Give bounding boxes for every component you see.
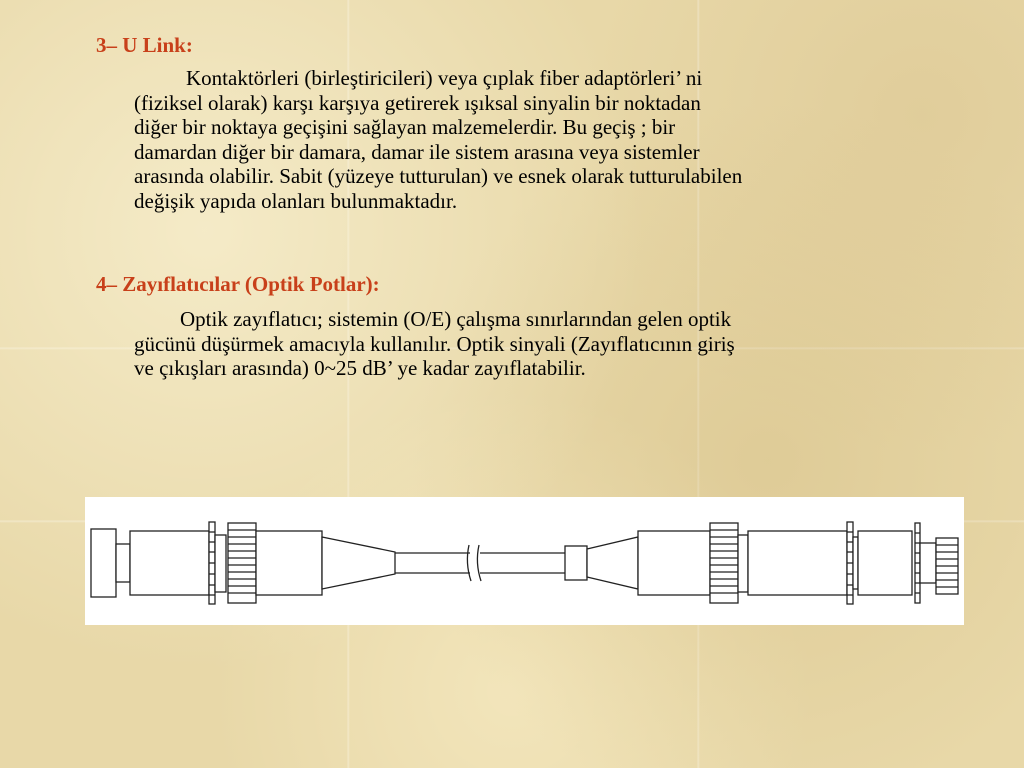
text-line: ve çıkışları arasında) 0~25 dB’ ye kadar zayıflatabilir. (134, 356, 586, 380)
fiber-optic-cable-connector-icon (85, 497, 964, 625)
text-line: gücünü düşürmek amacıyla kullanılır. Optik sinyali (Zayıflatıcının giriş (134, 331, 735, 356)
section-heading-u-link: 3– U Link: (96, 33, 193, 57)
text-line: (fiziksel olarak) karşı karşıya getirerek ışıksal sinyalin bir noktadan (134, 90, 701, 115)
attenuator-description (134, 307, 964, 381)
text-line: diğer bir noktaya geçişini sağlayan malzemelerdir. Bu geçiş ; bir (134, 115, 676, 139)
text-line: Optik zayıflatıcı; sistemin (O/E) çalışma sınırlarından gelen optik (180, 307, 732, 331)
text-line: arasında olabilir. Sabit (yüzeye tutturulan) ve esnek olarak tutturulabilen (134, 164, 743, 188)
text-line: değişik yapıda olanları bulunmaktadır. (134, 188, 458, 213)
section-heading-attenuators: 4– Zayıflatıcılar (Optik Potlar): (96, 272, 380, 296)
text-line: Kontaktörleri (birleştiricileri) veya çıplak fiber adaptörleri’ ni (186, 66, 703, 90)
u-link-description (134, 66, 964, 213)
text-line: damardan diğer bir damara, damar ile sistem arasına veya sistemler (134, 139, 700, 164)
fiber-cable-figure (85, 497, 964, 625)
